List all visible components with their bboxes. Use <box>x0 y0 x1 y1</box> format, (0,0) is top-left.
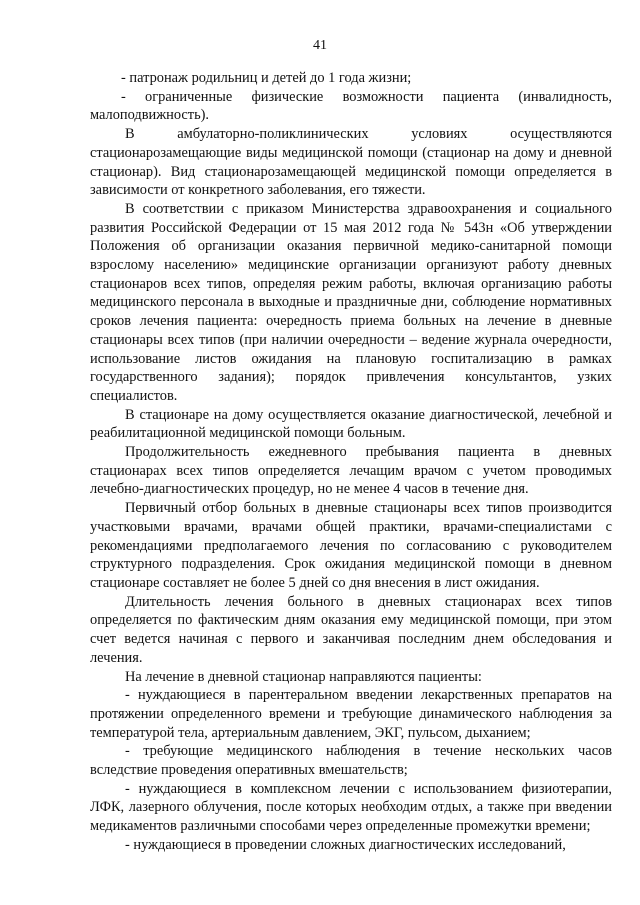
paragraph-list-item: - ограниченные физические возможности пациента (инвалидность, малоподвижность). <box>90 88 612 124</box>
paragraph-list-item: - нуждающиеся в комплексном лечении с использованием физиотерапии, ЛФК, лазерного облучения, после которых необходим отдых, а также при введении медикаментов различными способами через определенные промежутки времени; <box>90 780 612 835</box>
paragraph-list-item: - нуждающиеся в проведении сложных диагностических исследований, <box>125 836 566 853</box>
paragraph: На лечение в дневной стационар направляются пациенты: <box>125 668 482 685</box>
paragraph: Продолжительность ежедневного пребывания пациента в дневных стационарах всех типов определяется лечащим врачом с учетом проводимых лечебно-диагностических процедур, но не менее 4 часов в течение дня. <box>90 444 612 498</box>
paragraph-list-item: - патронаж родильниц и детей до 1 года жизни; <box>121 70 412 86</box>
body-text <box>90 69 612 855</box>
paragraph: В стационаре на дому осуществляется оказание диагностической, лечебной и реабилитационной медицинской помощи больным. <box>90 406 612 442</box>
paragraph-list-item: - нуждающиеся в парентеральном введении лекарственных препаратов на протяжении определенного времени и требующие динамического наблюдения за температурой тела, артериальным давлением, ЭКГ, пульсом, дыханием; <box>90 687 612 741</box>
page-number: 41 <box>313 38 327 53</box>
paragraph: В амбулаторно-поликлинических условиях осуществляются стационарозамещающие виды медицинской помощи (стационар на дому и дневной стационар). Вид стационарозамещающей медицинской помощи определяется в зависимости от конкретного заболевания, его тяжести. <box>90 126 612 199</box>
paragraph: В соответствии с приказом Министерства здравоохранения и социального развития Российской Федерации от 15 мая 2012 года № 543н «Об утверждении Положения об организации оказания первичной медико-санитарной помощи взрослому населению» медицинские организации организуют работу дневных стационаров всех типов, определяя режим работы, включая организацию работы медицинского персонала в выходные и праздничные дни, соблюдение нормативных сроков лечения пациента: очередность приема больных на лечение в дневные стационары всех типов (при наличии очередности – ведение журнала очередности, использование листов ожидания на плановую госпитализацию в рамках государственного задания); порядок привлечения консультантов, узких специалистов. <box>90 200 612 404</box>
paragraph: Длительность лечения больного в дневных стационарах всех типов определяется по фактическим дням оказания ему медицинской помощи, при этом счет ведется начиная с первого и заканчивая последним днем обследования и лечения. <box>90 593 612 666</box>
paragraph: Первичный отбор больных в дневные стационары всех типов производится участковыми врачами, врачами общей практики, врачами-специалистами с рекомендациями предполагаемого лечения по согласованию с руководителем структурного подразделения. Срок ожидания медицинской помощи в дневном стационаре составляет не более 5 дней со дня внесения в лист ожидания. <box>90 500 612 591</box>
paragraph-list-item: - требующие медицинского наблюдения в течение нескольких часов вследствие проведения оперативных вмешательств; <box>90 743 612 779</box>
